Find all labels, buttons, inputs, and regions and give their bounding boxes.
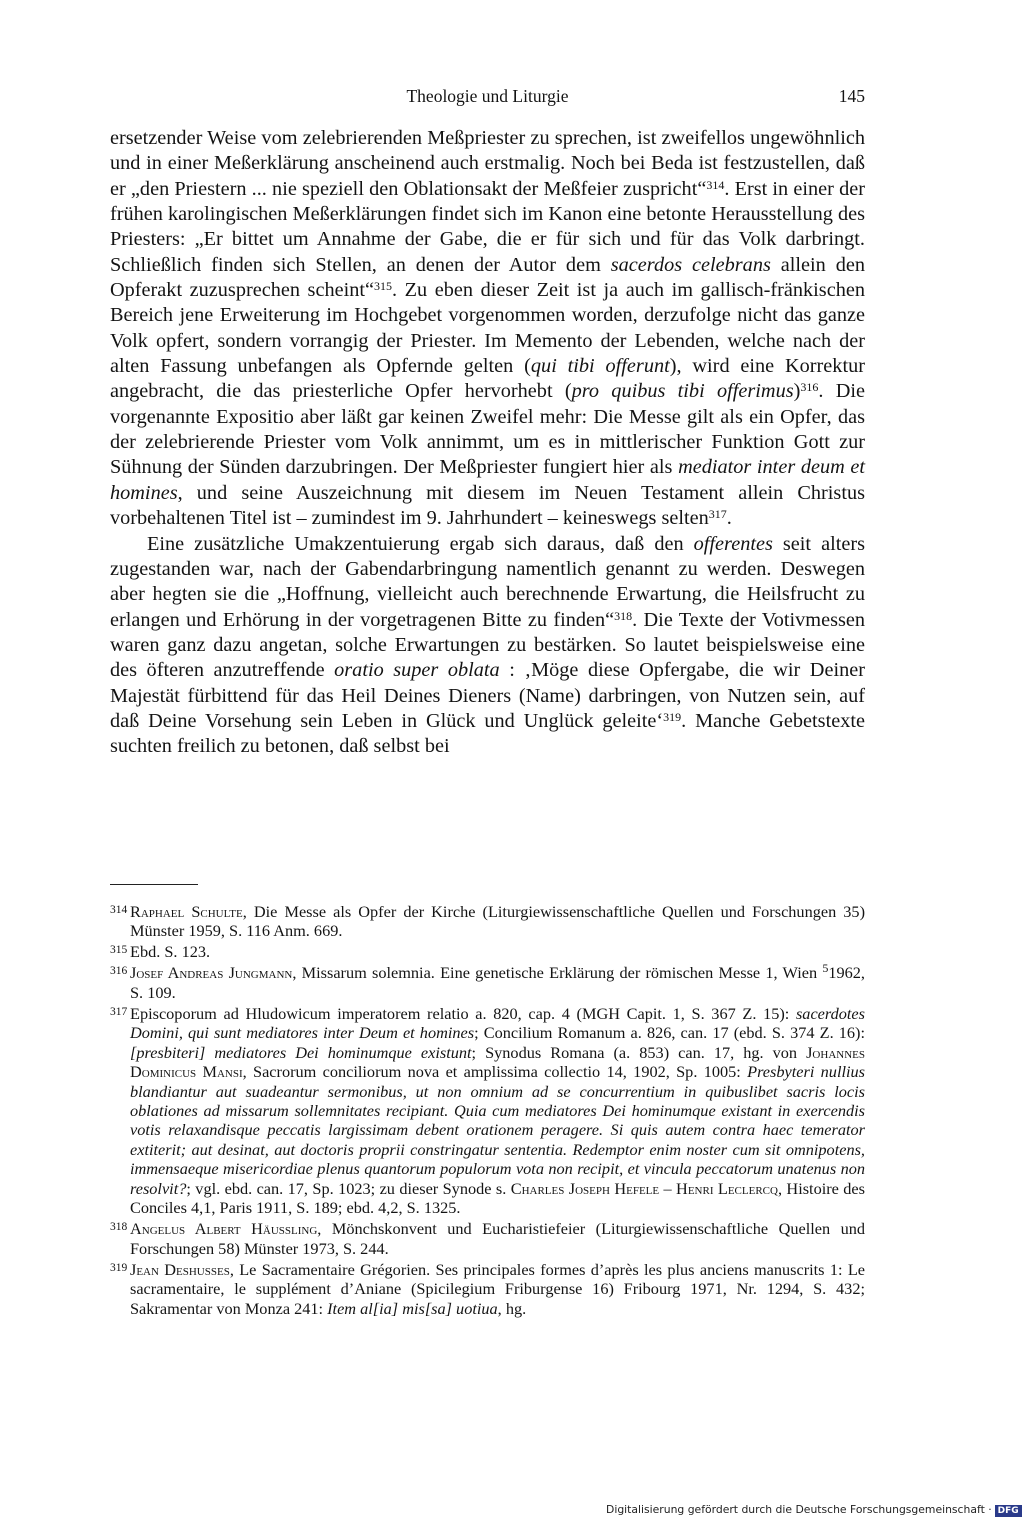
footnotes (110, 902, 865, 1320)
footnote-number: 317 (110, 1005, 128, 1018)
footnote-number: 319 (110, 1261, 128, 1274)
footnote-ref-314: 314 (706, 177, 725, 192)
footnote-ref-316: 316 (800, 380, 819, 395)
footnote-number: 314 (110, 904, 128, 916)
page-header (110, 86, 865, 112)
page-number: 145 (838, 86, 865, 106)
footnote-317: 317 Episcoporum ad Hludowicum imperatorem relatio a. 820, cap. 4 (MGH Capit. 1, S. 367 Z. 15): sacerdotes Domini, qui sunt mediatores inter Deum et homines; Concilium Romanum a. 826, can. 17 (ebd. S. 374 Z. 16): [presbiteri] mediatores Dei hominumque existunt; Synodus Romana (a. 853) can. 17, hg. von Johannes Dominicus Mansi, Sacrorum conciliorum nova et amplissima collectio 14, 1902, Sp. 1005: Presbyteri nullius blandiantur aut suadeantur sermonibus, ut non omnium ad se concurrentium in quibuslibet sacris locis oblationes ad missarum sollemnitates recipiant. Quia cum mediatores Dei hominumque existant in exercendis votis relaxandisque peccatis largissimam debent orationem peragere. Si quis autem contra haec temerator extiterit; aut desinat, aut doctoris proprii constringatur sententia. Redemptor enim noster cum sit omnipotens, immensaeque misericordiae plenus quantorum populorum vota non recipit, et vincula peccatorum unatenus non resolvit?; vgl. ebd. can. 17, Sp. 1023; zu dieser Synode s. Charles Joseph Hefele – Henri Leclercq, Histoire des Conciles 4,1, Paris 1911, S. 189; ebd. 4,2, S. 1325. (110, 1003, 865, 1218)
footnote-318: 318 Angelus Albert Häussling, Mönchskonvent und Eucharistiefeier (Liturgiewissenschaftliche Quellen und Forschungen 58) Münster 1973, S. 244. (110, 1219, 866, 1258)
footnote-divider (110, 884, 198, 885)
digitization-footer (606, 1503, 1019, 1521)
footnote-number: 315 (110, 944, 128, 957)
footer-text: Digitalisierung gefördert durch die Deutsche Forschungsgemeinschaft · (606, 1503, 992, 1516)
footnote-ref-319: 319 (663, 709, 682, 724)
footnote-ref-318: 318 (614, 608, 633, 623)
running-title: Theologie und Liturgie (406, 86, 569, 106)
footnote-number: 316 (110, 965, 128, 978)
footnote-ref-315: 315 (374, 279, 393, 294)
footnote-316: 316 Josef Andreas Jungmann, Missarum solemnia. Eine genetische Erklärung der römischen Messe 1, Wien $^5$1962, S. 109. (110, 961, 865, 1002)
footnote-ref-317: 317 (708, 507, 727, 522)
footnote-314: 314 Raphael Schulte, Die Messe als Opfer der Kirche (Liturgiewissenschaftliche Quellen und Forschungen 35) Münster 1959, S. 116 Anm. 669. (110, 902, 865, 941)
footnote-number: 318 (110, 1221, 128, 1234)
dfg-logo: DFG (995, 1505, 1022, 1517)
footnote-319: 319 Jean Deshusses, Le Sacramentaire Grégorien. Ses principales formes d’après les plus anciens manuscrits 1: Le sacramentaire, le supplément d’Aniane (Spicilegium Friburgense 16) Fribourg 1971, Nr. 1294, S. 432; Sakramentar von Monza 241: Item al[ia] mis[sa] uotiua, hg. (110, 1259, 865, 1318)
paragraph-2: Eine zusätzliche Umakzentuierung ergab sich daraus, daß den offerentes seit alters zugestanden war, nach der Gabendarbringung namentlich genannt zu werden. Deswegen aber hegten sie die „Hoffnung, vielleicht auch berechnende Erwartung, die Heilsfrucht zu erlangen und Erhörung in der vorgetragenen Bitte zu finden“$^{318}$. Die Texte der Votivmessen waren ganz dazu angetan, solche Erwartungen zu bestärken. So lautet beispielsweise eine des öfteren anzutreffende oratio super oblata : ‚Möge diese Opfergabe, die wir Deiner Majestät fürbittend für das Heil Deines Dieners (Name) darbringen, von Nutzen sein, auf daß Deine Vorsehung sein Leben in Glück und Unglück geleite‘$^{319}$. Manche Gebetstexte suchten freilich zu betonen, daß selbst bei (110, 532, 866, 758)
body-text (110, 126, 865, 760)
footnote-315: 315 Ebd. S. 123. (110, 942, 211, 962)
paragraph-1: ersetzender Weise vom zelebrierenden Meßpriester zu sprechen, ist zweifellos ungewöhnlich und in einer Meßerklärung anscheinend auch erstmalig. Noch bei Beda ist festzustellen, daß er „den Priestern ... nie speziell den Oblationsakt der Meßfeier zuspricht“$^{314}$. Erst in einer der frühen karolingischen Meßerklärungen findet sich im Kanon eine betonte Herausstellung des Priesters: „Er bittet um Annahme der Gabe, die er für sich und für das Volk darbringt. Schließlich finden sich Stellen, an denen der Autor dem sacerdos celebrans allein den Opferakt zuzusprechen scheint“$^{315}$. Zu eben dieser Zeit ist ja auch im gallisch-fränkischen Bereich jene Erweiterung im Hochgebet vorgenommen worden, derzufolge nicht das ganze Volk opfert, sondern vorrangig der Priester. Im Memento der Lebenden, welche nach der alten Fassung unbefangen als Opfernde gelten (qui tibi offerunt), wird eine Korrektur angebracht, die das priesterliche Opfer hervorhebt (pro quibus tibi offerimus)$^{316}$. Die vorgenannte Expositio aber läßt gar keinen Zweifel mehr: Die Messe gilt als ein Opfer, das der zelebrierende Priester vom Volk annimmt, um es in mittlerischer Funktion Gott zur Sühnung der Sünden darzubringen. Der Meßpriester fungiert hier als mediator inter deum et homines, und seine Auszeichnung mit diesem im Neuen Testament allein Christus vorbehaltenen Titel ist – zumindest im 9. Jahrhundert – keineswegs selten$^{317}$. (110, 127, 866, 530)
